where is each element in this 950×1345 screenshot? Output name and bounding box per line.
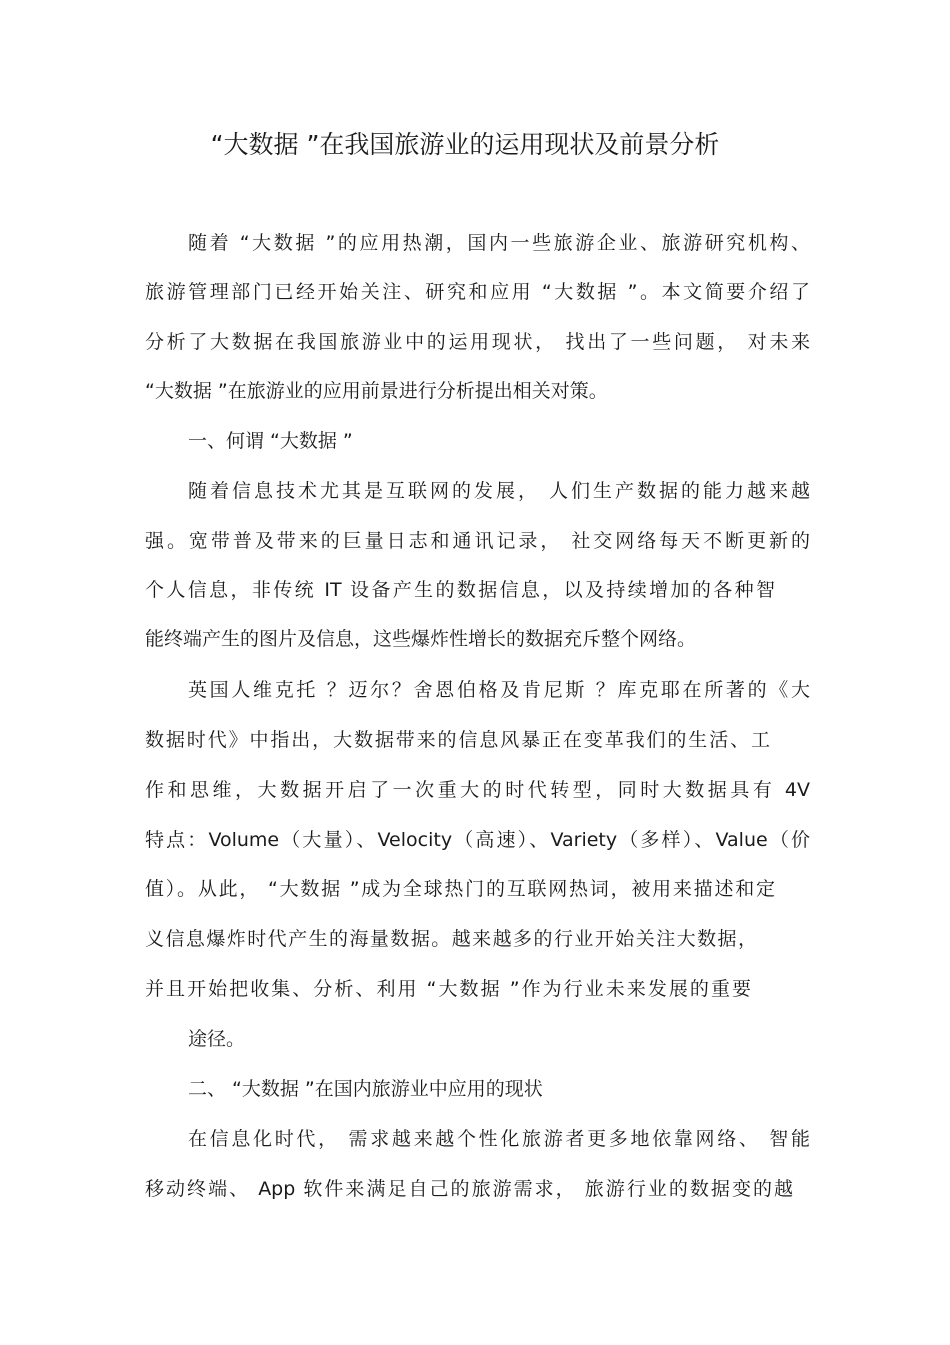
text-line: 分析了大数据在我国旅游业中的运用现状， 找出了一些问题， 对未来 <box>145 331 810 353</box>
text-line: 随着信息技术尤其是互联网的发展， 人们生产数据的能力越来越 <box>188 480 810 502</box>
text-line: 个人信息，非传统 IT 设备产生的数据信息，以及持续增加的各种智 <box>145 579 775 601</box>
text-line: 能终端产生的图片及信息，这些爆炸性增长的数据充斥整个网络。 <box>145 628 697 650</box>
text-line: 随着 “大数据 ”的应用热潮，国内一些旅游企业、旅游研究机构、 <box>188 232 810 254</box>
text-line: 强。宽带普及带来的巨量日志和通讯记录， 社交网络每天不断更新的 <box>145 530 810 552</box>
text-line: 英国人维克托 ？迈尔？舍恩伯格及肯尼斯 ？库克耶在所著的《大 <box>188 679 810 701</box>
text-line: 途径。 <box>188 1028 246 1050</box>
text-line: 并且开始把收集、分析、利用 “大数据 ”作为行业未来发展的重要 <box>145 978 751 1000</box>
text-line: 数据时代》中指出，大数据带来的信息风暴正在变革我们的生活、工 <box>145 729 770 751</box>
section-heading: 一、何谓 “大数据 ” <box>188 430 353 452</box>
text-line: 值）。从此， “大数据 ”成为全球热门的互联网热词，被用来描述和定 <box>145 878 775 900</box>
text-line: 作和思维，大数据开启了一次重大的时代转型，同时大数据具有 4V <box>145 779 810 801</box>
text-line: 移动终端、 App 软件来满足自己的旅游需求， 旅游行业的数据变的越 <box>145 1178 793 1200</box>
text-line: 旅游管理部门已经开始关注、研究和应用 “大数据 ”。本文简要介绍了 <box>145 281 810 303</box>
text-line: 义信息爆炸时代产生的海量数据。越来越多的行业开始关注大数据， <box>145 928 757 950</box>
section-heading: 二、 “大数据 ”在国内旅游业中应用的现状 <box>188 1078 543 1100</box>
text-line: 特点：Volume（大量）、Velocity（高速）、Variety（多样）、Value（价 <box>145 829 810 851</box>
document-title: “大数据 ”在我国旅游业的运用现状及前景分析 <box>210 130 720 159</box>
text-line: 在信息化时代， 需求越来越个性化旅游者更多地依靠网络、 智能 <box>188 1128 810 1150</box>
text-line: “大数据 ”在旅游业的应用前景进行分析提出相关对策。 <box>145 380 608 402</box>
